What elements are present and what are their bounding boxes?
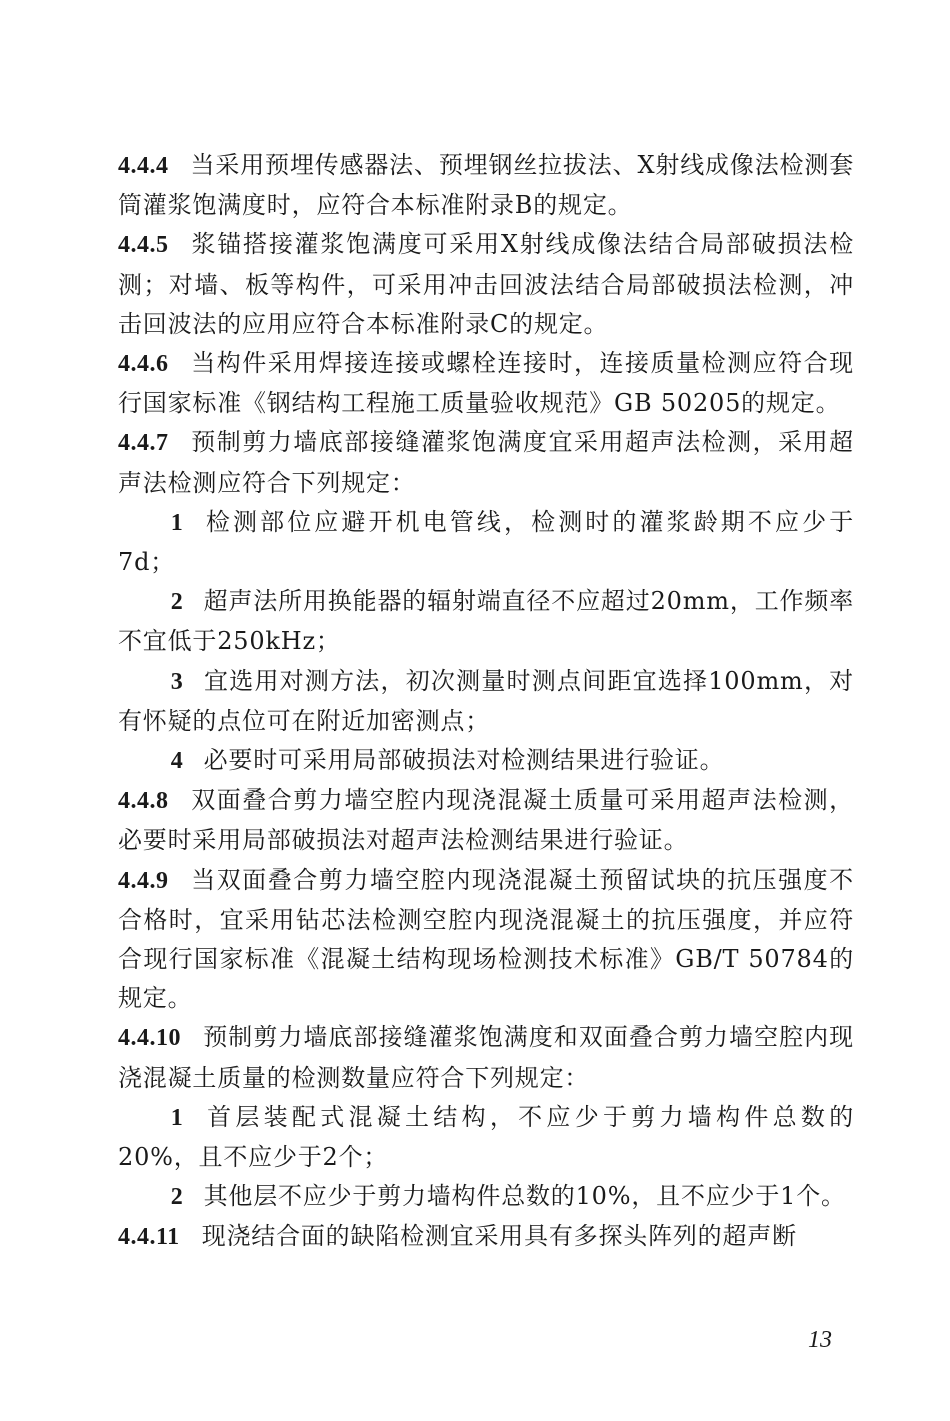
clause-number: 4.4.7: [118, 430, 169, 457]
clause-4-4-11: [118, 1217, 854, 1257]
clause-number: 4.4.9: [118, 867, 169, 894]
list-item: [118, 1098, 854, 1177]
clause-text: 当构件采用焊接连接或螺栓连接时，连接质量检测应符合现行国家标准《钢结构工程施工质量验收规范》GB 50205的规定。: [118, 349, 854, 418]
clause-4-4-4: [118, 146, 854, 225]
clause-number: 4.4.4: [118, 153, 169, 179]
clause-number: 4.4.6: [118, 351, 169, 378]
clause-text: 当采用预埋传感器法、预埋钢丝拉拔法、X射线成像法检测套筒灌浆饱满度时，应符合本标准附录B的规定。: [118, 151, 854, 220]
clause-4-4-9: [118, 861, 854, 1019]
clause-4-4-8: [118, 781, 854, 860]
list-item: [118, 503, 854, 582]
clause-number: 4.4.10: [118, 1025, 181, 1052]
clause-4-4-10: [118, 1018, 854, 1097]
item-number: 2: [170, 589, 184, 616]
item-text: 必要时可采用局部破损法对检测结果进行验证。: [203, 746, 725, 775]
item-number: 3: [170, 668, 184, 695]
clause-text: 浆锚搭接灌浆饱满度可采用X射线成像法结合局部破损法检测；对墙、板等构件，可采用冲击回波法结合局部破损法检测，冲击回波法的应用应符合本标准附录C的规定。: [118, 230, 854, 338]
list-item: [118, 662, 854, 741]
clause-text: 当双面叠合剪力墙空腔内现浇混凝土预留试块的抗压强度不合格时，宜采用钻芯法检测空腔内现浇混凝土的抗压强度，并应符合现行国家标准《混凝土结构现场检测技术标准》GB/T 50784的规定。: [118, 865, 854, 1013]
clause-number: 4.4.11: [118, 1224, 180, 1251]
item-text: 首层装配式混凝土结构，不应少于剪力墙构件总数的20%，且不应少于2个；: [118, 1102, 854, 1172]
page-number: 13: [808, 1327, 832, 1353]
clause-text: 预制剪力墙底部接缝灌浆饱满度和双面叠合剪力墙空腔内现浇混凝土质量的检测数量应符合下列规定：: [118, 1023, 854, 1092]
clause-text: 预制剪力墙底部接缝灌浆饱满度宜采用超声法检测，采用超声法检测应符合下列规定：: [118, 428, 854, 497]
list-item: [118, 582, 854, 661]
item-number: 2: [170, 1184, 184, 1211]
clause-text: 现浇结合面的缺陷检测宜采用具有多探头阵列的超声断: [201, 1222, 797, 1251]
item-number: 4: [170, 748, 184, 775]
clause-text: 双面叠合剪力墙空腔内现浇混凝土质量可采用超声法检测，必要时采用局部破损法对超声法检测结果进行验证。: [118, 786, 854, 855]
list-item: [118, 741, 854, 781]
item-number: 1: [170, 509, 184, 536]
page-body: [118, 146, 854, 1258]
item-text: 其他层不应少于剪力墙构件总数的10%，且不应少于1个。: [203, 1182, 846, 1211]
item-text: 超声法所用换能器的辐射端直径不应超过20mm，工作频率不宜低于250kHz；: [118, 587, 854, 656]
clause-4-4-5: [118, 225, 854, 344]
clause-4-4-7: [118, 423, 854, 502]
item-number: 1: [170, 1104, 184, 1131]
item-text: 宜选用对测方法，初次测量时测点间距宜选择100mm，对有怀疑的点位可在附近加密测点；: [118, 666, 854, 735]
clause-number: 4.4.5: [118, 232, 169, 259]
list-item: [118, 1177, 854, 1217]
clause-number: 4.4.8: [118, 788, 169, 815]
clause-4-4-6: [118, 344, 854, 423]
item-text: 检测部位应避开机电管线，检测时的灌浆龄期不应少于7d；: [118, 507, 854, 577]
